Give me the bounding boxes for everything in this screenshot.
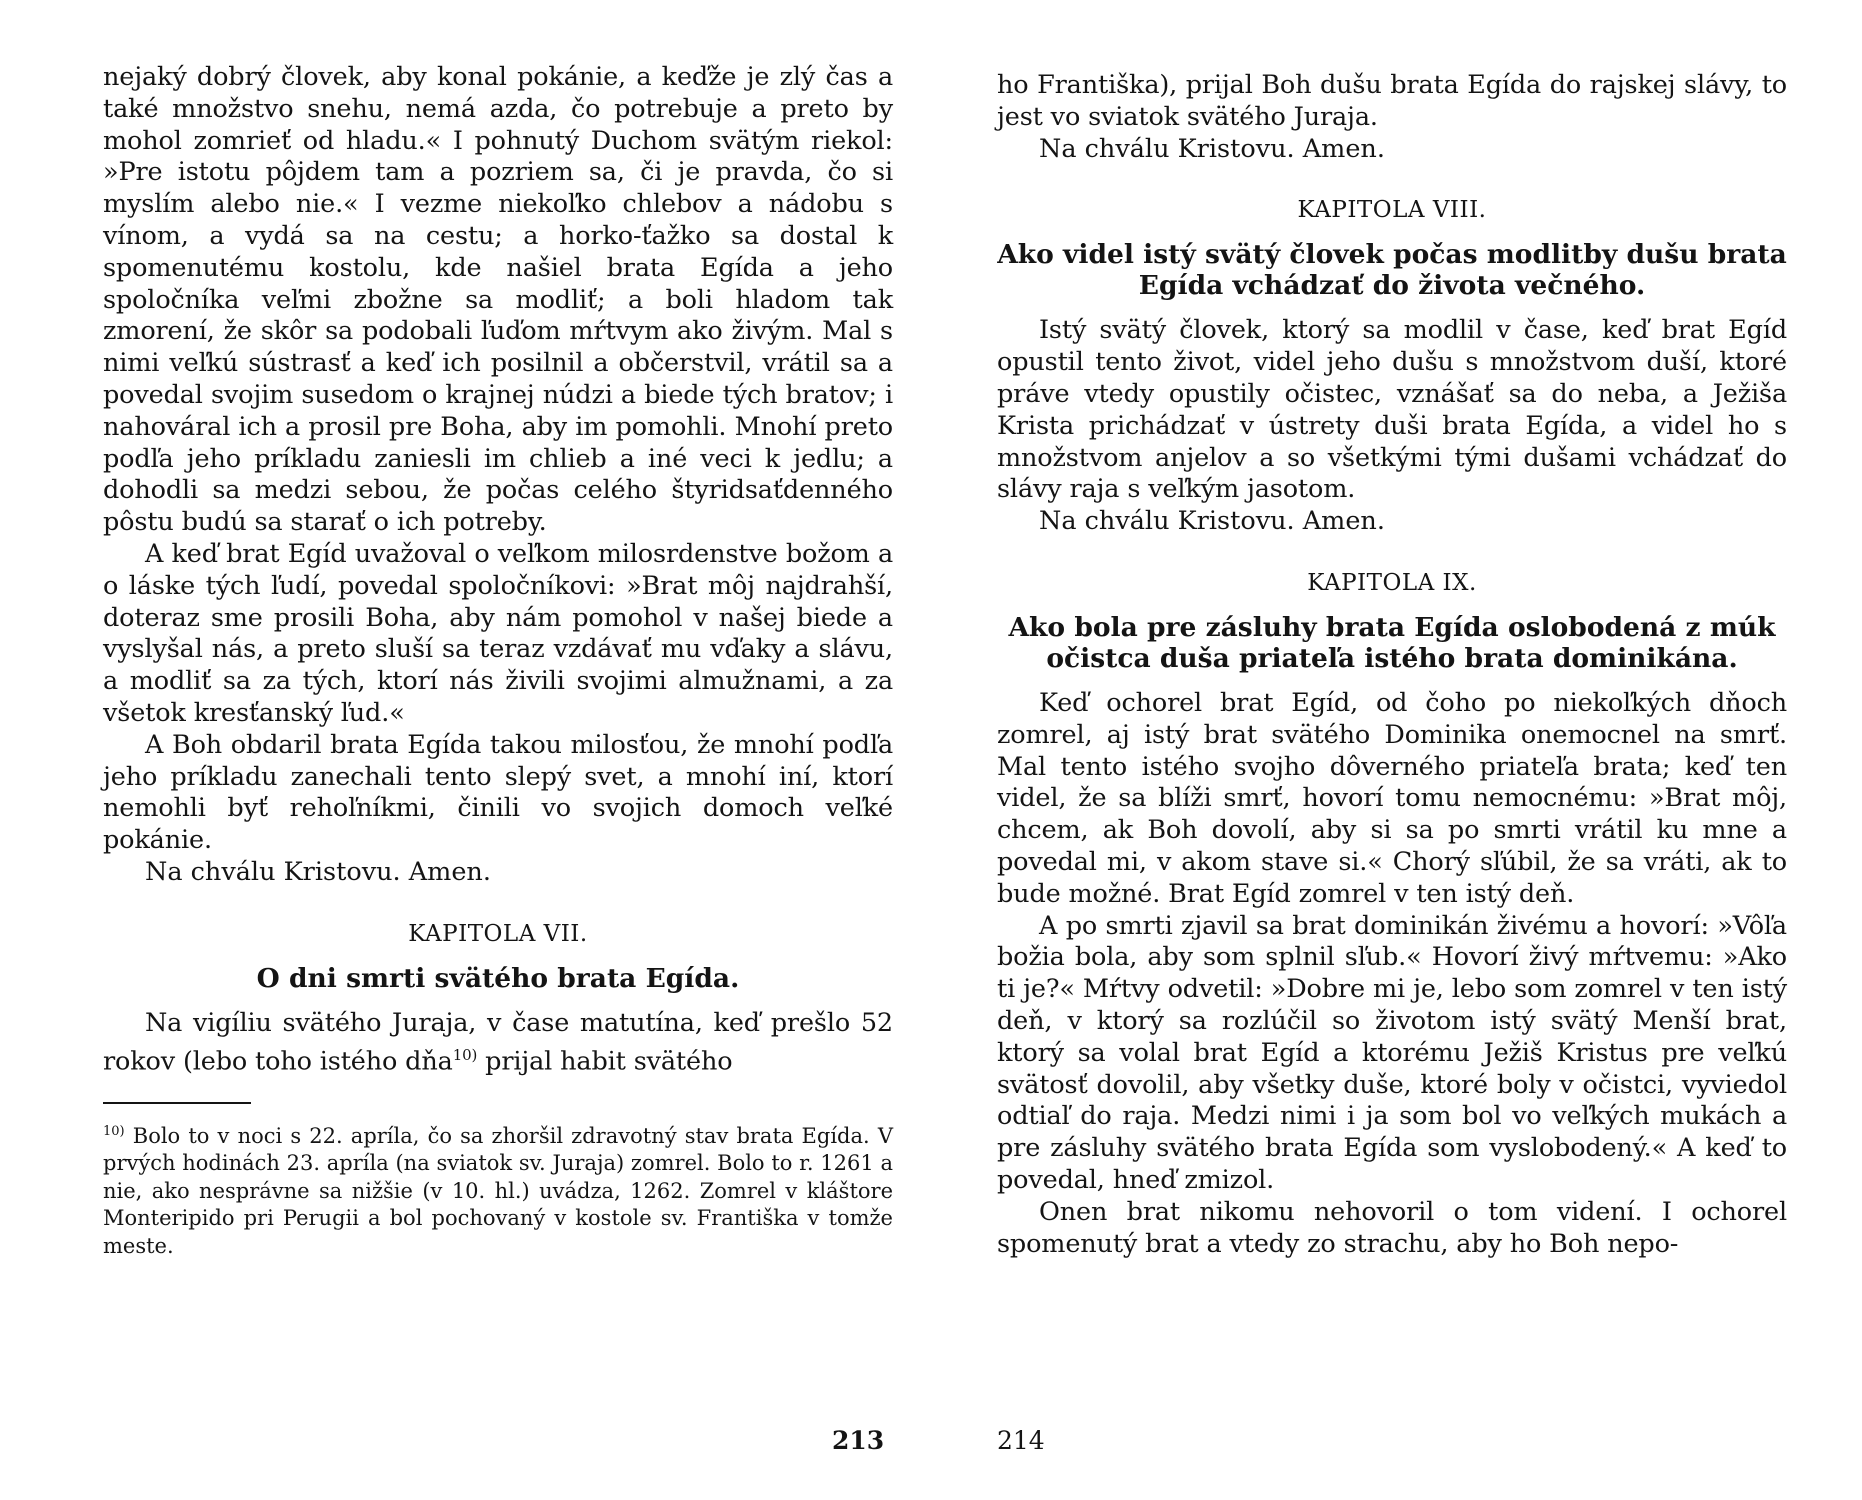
closing-formula: Na chválu Kristovu. Amen. xyxy=(1039,506,1385,537)
paragraph: Onen brat nikomu nehovoril o tom videní. I ochorel spomenutý brat a vtedy zo strachu, aby ho Boh nepo- xyxy=(997,1196,1787,1259)
right-page xyxy=(931,0,1862,1500)
chapter-title: O dni smrti svätého brata Egída. xyxy=(256,962,740,994)
closing-formula: Na chválu Kristovu. Amen. xyxy=(145,856,491,887)
paragraph: Istý svätý človek, ktorý sa modlil v čase, keď brat Egíd opustil tento život, videl jeho dušu s množstvom duší, ktoré práve vtedy opustily očistec, vznášať sa do neba, a Ježiša Krista prichádzať v ústrety duši brata Egída, a videl ho s množstvom anjelov a so všetkými tými dušami vchádzať do slávy raja s veľkým jasotom. xyxy=(997,315,1787,505)
footnote-marker: 10) xyxy=(103,1123,125,1139)
paragraph: A keď brat Egíd uvažoval o veľkom milosrdenstve božom a o láske tých ľudí, povedal spoločníkovi: »Brat môj najdrahší, doteraz sme prosili Boha, aby nám pomohol v našej biede a vyslyšal nás, a preto sluší sa teraz vzdávať mu vďaky a slávu, a modliť sa za tých, ktorí nás živili svojimi almužnami, a za všetok kresťanský ľud.« xyxy=(103,538,893,728)
paragraph xyxy=(103,1008,893,1078)
footnote-divider xyxy=(103,1102,251,1104)
paragraph: A po smrti zjavil sa brat dominikán živému a hovorí: »Vôľa božia bola, aby som splnil sľub.« Hovorí živý mŕtvemu: »Ako ti je?« Mŕtvy odvetil: »Dobre mi je, lebo som zomrel v ten istý deň, v ktorý sa rozlúčil so životom istý svätý Menší brat, ktorý sa volal brat Egíd a ktorému Ježiš Kristus pre veľkú svätosť dovolil, aby všetky duše, ktoré boly v očistci, vyviedol odtiaľ do raja. Medzi nimi i ja som bol vo veľkých mukách a pre zásluhy svätého brata Egída som vyslobodený.« A keď to povedal, hneď zmizol. xyxy=(997,910,1787,1195)
footnote xyxy=(103,1118,893,1261)
chapter-title: Ako bola pre zásluhy brata Egída oslobodená z múk očistca duša priateľa istého brata dominikána. xyxy=(1008,611,1776,674)
page-number: 214 xyxy=(997,1426,1045,1455)
chapter-label: KAPITOLA VIII. xyxy=(1297,197,1487,224)
page-number: 213 xyxy=(832,1426,885,1455)
paragraph: Keď ochorel brat Egíd, od čoho po niekoľkých dňoch zomrel, aj istý brat svätého Dominika onemocnel na smrť. Mal tento istého svojho dôverného priateľa brata; keď ten videl, že sa blíži smrť, hovorí tomu nemocnému: »Brat môj, chcem, ak Boh dovolí, aby si sa po smrti vrátil ku mne a povedal mi, v akom stave si.« Chorý sľúbil, že sa vráti, ak to bude možné. Brat Egíd zomrel v ten istý deň. xyxy=(997,687,1787,909)
paragraph-text: prijal habit svätého xyxy=(477,1046,733,1077)
chapter-label: KAPITOLA VII. xyxy=(408,920,588,947)
footnote-text: Bolo to v noci s 22. apríla, čo sa zhoršil zdravotný stav brata Egída. V prvých hodinách 23. apríla (na sviatok sv. Juraja) zomrel. Bolo to r. 1261 a nie, ako nesprávne sa nižšie (v 10. hl.) uvádza, 1262. Zomrel v kláštore Monteripido pri Perugii a bol pochovaný v kostole sv. Františka v tomže meste. xyxy=(103,1123,893,1258)
left-text-column xyxy=(103,62,893,1260)
paragraph: ho Františka), prijal Boh dušu brata Egída do rajskej slávy, to jest vo sviatok svätého Juraja. xyxy=(997,70,1787,132)
paragraph: A Boh obdaril brata Egída takou milosťou, že mnohí podľa jeho príkladu zanechali tento slepý svet, a mnohí iní, ktorí nemohli byť rehoľníkmi, činili vo svojich domoch veľké pokánie. xyxy=(103,729,893,856)
paragraph: nejaký dobrý človek, aby konal pokánie, a keďže je zlý čas a také množstvo snehu, nemá azda, čo potrebuje a preto by mohol zomrieť od hladu.« I pohnutý Duchom svätým riekol: »Pre istotu pôjdem tam a pozriem sa, či je pravda, čo si myslím alebo nie.« I vezme niekoľko chlebov a nádobu s vínom, a vydá sa na cestu; a horko-ťažko sa dostal k spomenutému kostolu, kde našiel brata Egída a jeho spoločníka veľmi zbožne sa modliť; a boli hladom tak zmorení, že skôr sa podobali ľuďom mŕtvym ako živým. Mal s nimi veľkú sústrasť a keď ich posilnil a občerstvil, vrátil sa a povedal svojim susedom o krajnej núdzi a biede tých bratov; i nahováral ich a prosil pre Boha, aby im pomohli. Mnohí preto podľa jeho príkladu zaniesli im chlieb a iné veci k jedlu; a dohodli sa medzi sebou, že počas celého štyridsaťdenného pôstu budú sa starať o ich potreby. xyxy=(103,62,893,538)
paragraph-text: Na vigíliu svätého Juraja, v čase matutína, keď prešlo 52 rokov (lebo toho istého dňa xyxy=(103,1007,893,1077)
closing-formula: Na chválu Kristovu. Amen. xyxy=(1039,133,1385,164)
chapter-title: Ako videl istý svätý človek počas modlitby dušu brata Egída vchádzať do života večného. xyxy=(997,239,1787,302)
footnote-reference: 10) xyxy=(452,1045,478,1064)
right-text-column xyxy=(997,62,1787,1260)
chapter-label: KAPITOLA IX. xyxy=(1307,569,1477,596)
